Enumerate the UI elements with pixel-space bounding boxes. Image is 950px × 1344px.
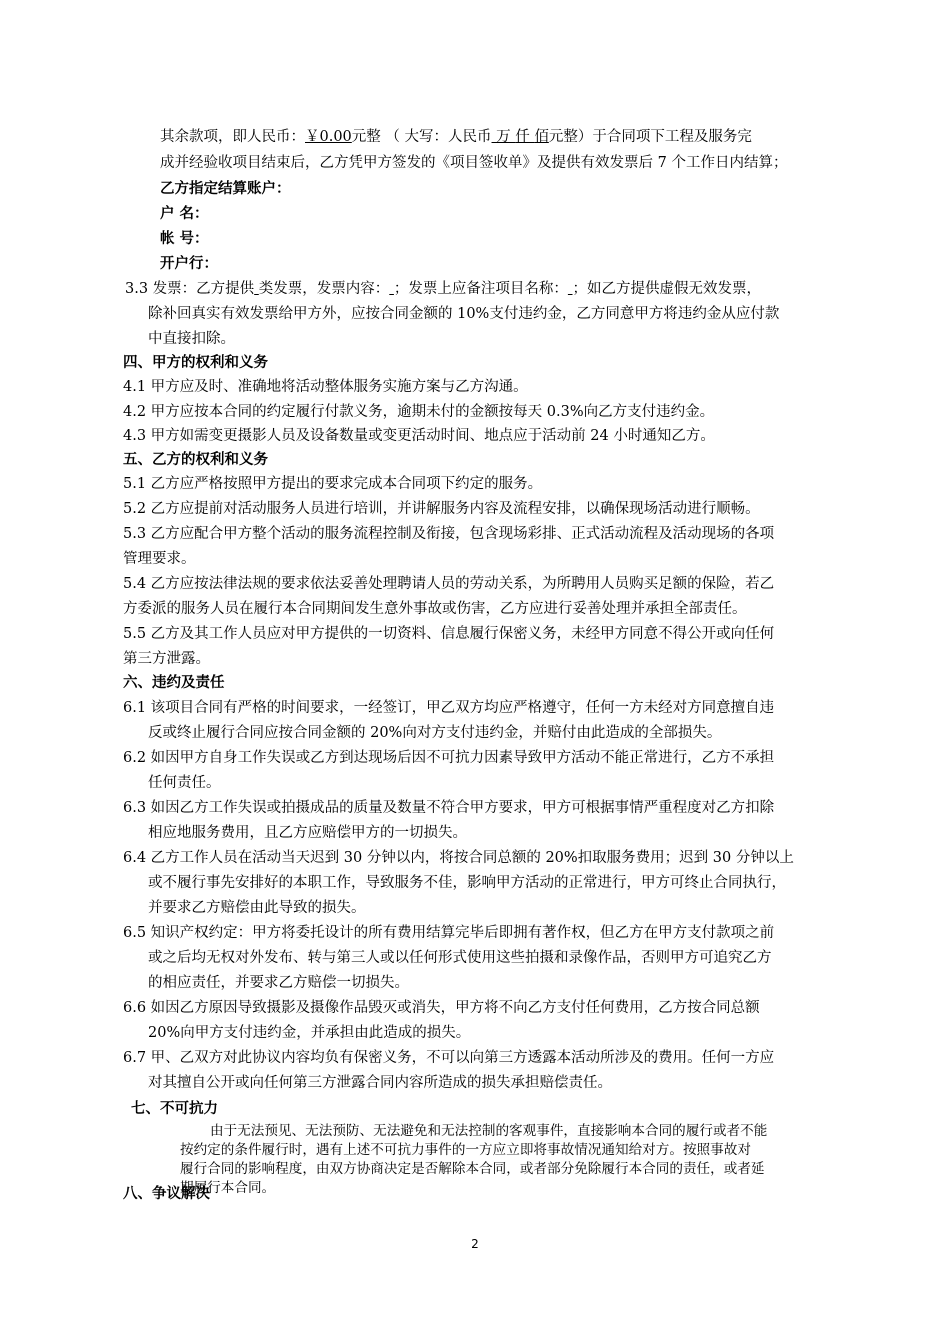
- section-6-line: 的相应责任，并要求乙方赔偿一切损失。: [148, 975, 409, 991]
- text: 元整 （ 大写：人民币: [351, 129, 492, 145]
- text: 其余款项，即人民币：: [160, 129, 305, 145]
- section-5-line: 方委派的服务人员在履行本合同期间发生意外事故或伤害，乙方应进行妥善处理并承担全部责任。: [123, 601, 747, 617]
- section-6-title: 六、违约及责任: [123, 675, 225, 691]
- account-bank: 开户行：: [160, 256, 218, 272]
- section-6-line: 6.4 乙方工作人员在活动当天迟到 30 分钟以内，将按合同总额的 20%扣取服务费用；迟到 30 分钟以上: [123, 850, 794, 866]
- section-6-line: 20%向甲方支付违约金，并承担由此造成的损失。: [148, 1025, 471, 1041]
- section-7-line: 履行合同的影响程度，由双方协商决定是否解除本合同，或者部分免除履行本合同的责任，或者延: [180, 1161, 765, 1177]
- invoice-line-3: 中直接扣除。: [148, 331, 235, 347]
- text: ；如乙方提供虚假无效发票，: [572, 281, 761, 297]
- section-6-line: 6.6 如因乙方原因导致摄影及摄像作品毁灭或消失，甲方将不向乙方支付任何费用，乙方按合同总额: [123, 1000, 760, 1016]
- section-7-line: 按约定的条件履行时，遇有上述不可抗力事件的一方应立即将事故情况通知给对方。按照事故对: [180, 1142, 751, 1158]
- account-name: 户 名：: [160, 206, 209, 222]
- section-6-line: 相应地服务费用，且乙方应赔偿甲方的一切损失。: [148, 825, 467, 841]
- section-6-line: 6.3 如因乙方工作失误或拍摄成品的质量及数量不符合甲方要求，甲方可根据事情严重程度对乙方扣除: [123, 800, 775, 816]
- section-4-title: 四、甲方的权利和义务: [123, 355, 268, 371]
- payment-line-2: 成并经验收项目结束后，乙方凭甲方签发的《项目签收单》及提供有效发票后 7 个工作日内结算；: [160, 155, 788, 171]
- section-6-line: 反或终止履行合同应按合同金额的 20%向对方支付违约金，并赔付由此造成的全部损失。: [148, 725, 722, 741]
- text: 3.3 发票：乙方提供: [125, 281, 255, 297]
- section-4-item: 4.2 甲方应按本合同的约定履行付款义务，逾期未付的金额按每天 0.3%向乙方支付违约金。: [123, 404, 715, 420]
- blank-bai: 佰: [534, 129, 549, 145]
- section-5-line: 5.3 乙方应配合甲方整个活动的服务流程控制及衔接，包含现场彩排、正式活动流程及活动现场的各项: [123, 526, 775, 542]
- section-5-line: 管理要求。: [123, 551, 196, 567]
- payment-amount: ￥0.00: [305, 129, 352, 145]
- section-4-item: 4.1 甲方应及时、准确地将活动整体服务实施方案与乙方沟通。: [123, 379, 528, 395]
- section-6-line: 6.2 如因甲方自身工作失误或乙方到达现场后因不可抗力因素导致甲方活动不能正常进行，乙方不承担: [123, 750, 775, 766]
- section-5-line: 5.4 乙方应按法律法规的要求依法妥善处理聘请人员的劳动关系，为所聘用人员购买足额的保险，若乙: [123, 576, 775, 592]
- invoice-line-1: [125, 279, 761, 299]
- payment-line-1: [160, 127, 752, 147]
- account-title: 乙方指定结算账户：: [160, 181, 291, 197]
- section-7-line: 由于无法预见、无法预防、无法避免和无法控制的客观事件，直接影响本合同的履行或者不能: [210, 1123, 768, 1139]
- section-6-line: 或之后均无权对外发布、转与第三人或以任何形式使用这些拍摄和录像作品，否则甲方可追究乙方: [148, 950, 772, 966]
- blank-qian: 仟: [515, 129, 535, 145]
- section-5-line: 5.1 乙方应严格按照甲方提出的要求完成本合同项下约定的服务。: [123, 476, 543, 492]
- section-6-line: 并要求乙方赔偿由此导致的损失。: [148, 900, 366, 916]
- text: ；发票上应备注项目名称：: [393, 281, 568, 297]
- text: 类发票，发票内容：: [258, 281, 390, 297]
- section-6-line: 对其擅自公开或向任何第三方泄露合同内容所造成的损失承担赔偿责任。: [148, 1075, 612, 1091]
- invoice-line-2: 除补回真实有效发票给甲方外，应按合同金额的 10%支付违约金，乙方同意甲方将违约金从应付款: [148, 306, 780, 322]
- section-5-title: 五、乙方的权利和义务: [123, 452, 268, 468]
- section-6-line: 6.1 该项目合同有严格的时间要求，一经签订，甲乙双方均应严格遵守，任何一方未经对方同意擅自违: [123, 700, 775, 716]
- section-6-line: 6.5 知识产权约定：甲方将委托设计的所有费用结算完毕后即拥有著作权，但乙方在甲方支付款项之前: [123, 925, 775, 941]
- section-6-line: 任何责任。: [148, 775, 221, 791]
- account-number: 帐 号：: [160, 231, 209, 247]
- section-5-line: 第三方泄露。: [123, 651, 210, 667]
- page-number: 2: [471, 1237, 479, 1251]
- section-8-title: 八、争议解决: [123, 1186, 210, 1202]
- blank-wan: 万: [491, 129, 516, 145]
- text: 元整）于合同项下工程及服务完: [548, 129, 752, 145]
- section-4-item: 4.3 甲方如需变更摄影人员及设备数量或变更活动时间、地点应于活动前 24 小时通知乙方。: [123, 428, 715, 444]
- section-7-line: 期履行本合同。: [180, 1180, 276, 1196]
- section-5-line: 5.5 乙方及其工作人员应对甲方提供的一切资料、信息履行保密义务，未经甲方同意不得公开或向任何: [123, 626, 775, 642]
- section-6-line: 6.7 甲、乙双方对此协议内容均负有保密义务，不可以向第三方透露本活动所涉及的费用。任何一方应: [123, 1050, 775, 1066]
- section-5-line: 5.2 乙方应提前对活动服务人员进行培训，并讲解服务内容及流程安排，以确保现场活动进行顺畅。: [123, 501, 760, 517]
- section-6-line: 或不履行事先安排好的本职工作，导致服务不佳，影响甲方活动的正常进行，甲方可终止合同执行，: [148, 875, 786, 891]
- section-7-title: 七、不可抗力: [131, 1101, 218, 1117]
